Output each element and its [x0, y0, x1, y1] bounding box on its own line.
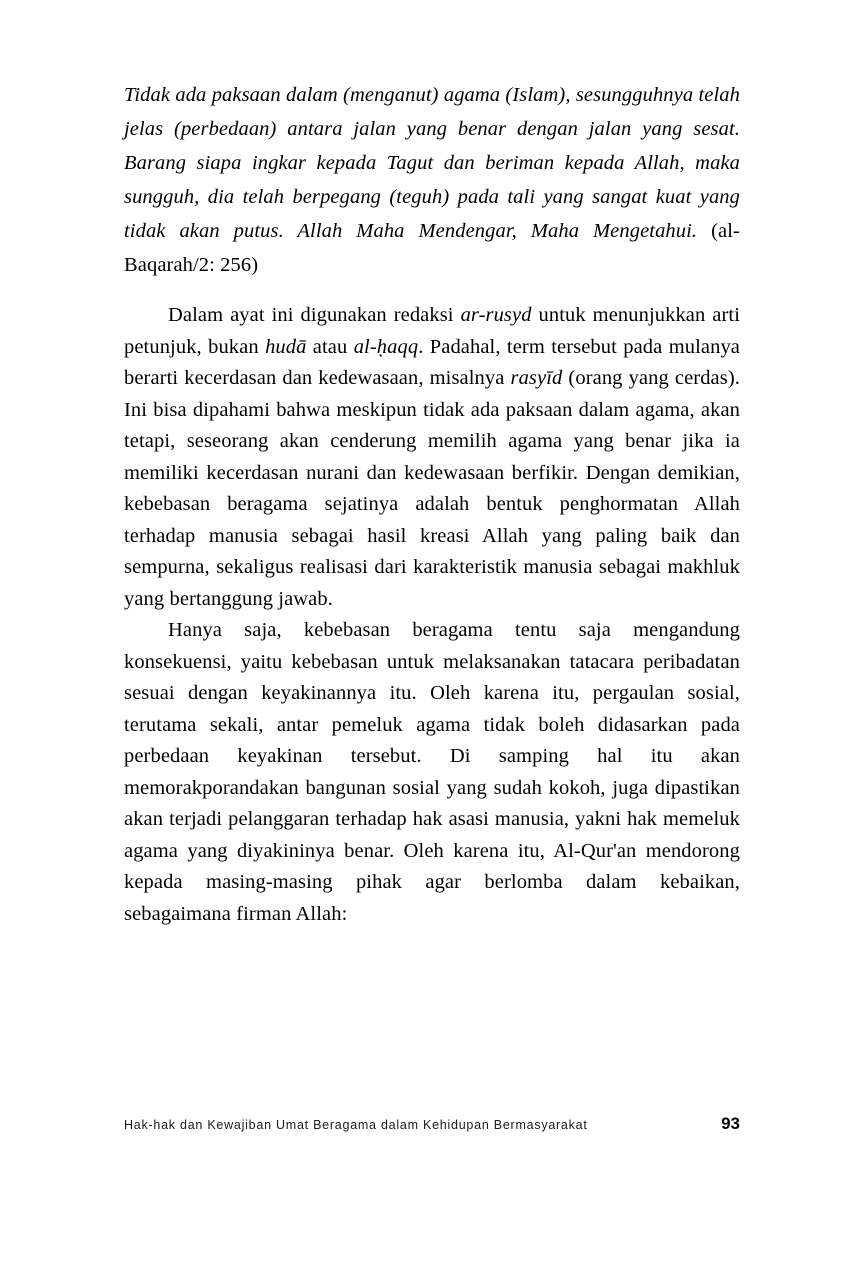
text-run: Hanya saja, kebebasan beragama tentu saja mengandung konsekuensi, yaitu kebebasan untuk melaksanakan tatacara peribadatan sesuai dengan keyakinannya itu. Oleh karena itu, pergaulan sosial, terutama sekali, antar pemeluk agama tidak boleh didasarkan pada perbedaan keyakinan tersebut. Di samping hal itu akan memorakporandakan bangunan sosial yang sudah kokoh, juga dipastikan akan terjadi pelanggaran terhadap hak asasi manusia, yakni hak memeluk agama yang diyakininya benar. Oleh karena itu, Al-Qur'an mendorong kepada masing-masing pihak agar berlomba dalam kebaikan, sebagaimana firman Allah:	[124, 619, 740, 925]
text-run: ar-rusyd	[460, 304, 532, 326]
text-run: al-ḥaqq	[353, 335, 419, 358]
body-paragraph-1	[124, 300, 740, 615]
page-footer	[124, 1114, 740, 1134]
quote-reference: (al-Baqarah/2: 256)	[124, 220, 740, 276]
text-run: atau	[306, 335, 354, 358]
text-run: Dalam ayat ini digunakan redaksi	[168, 304, 461, 326]
text-run: . Padahal, term tersebut pada mulanya berarti kecerdasan dan kedewasaan, misalnya	[124, 335, 740, 389]
page-content	[124, 78, 740, 930]
text-run: (orang yang cerdas). Ini bisa dipahami bahwa meskipun tidak ada paksaan dalam agama, akan tetapi, seseorang akan cenderung memilih agama yang benar jika ia memiliki kecerdasan nurani dan kedewasaan berfikir. Dengan demikian, kebebasan beragama sejatinya adalah bentuk penghormatan Allah terhadap manusia sebagai hasil kreasi Allah yang paling baik dan sempurna, sekaligus realisasi dari karakteristik manusia sebagai makhluk yang bertanggung jawab.	[124, 367, 740, 610]
text-run: untuk menunjukkan arti petunjuk, bukan	[124, 304, 741, 358]
quran-quote	[124, 78, 740, 282]
footer-running-title: Hak-hak dan Kewajiban Umat Beragama dalam Kehidupan Bermasyarakat	[124, 1118, 588, 1132]
text-run: hudā	[265, 335, 307, 358]
quote-text: Tidak ada paksaan dalam (menganut) agama (Islam), sesungguhnya telah jelas (perbedaan) antara jalan yang benar dengan jalan yang sesat. Barang siapa ingkar kepada Tagut dan beriman kepada Allah, maka sungguh, dia telah berpegang (teguh) pada tali yang sangat kuat yang tidak akan putus. Allah Maha Mendengar, Maha Mengetahui.	[124, 84, 740, 242]
body-paragraph-2	[124, 615, 740, 930]
text-run: rasyīd	[510, 367, 563, 389]
footer-page-number: 93	[721, 1114, 740, 1133]
